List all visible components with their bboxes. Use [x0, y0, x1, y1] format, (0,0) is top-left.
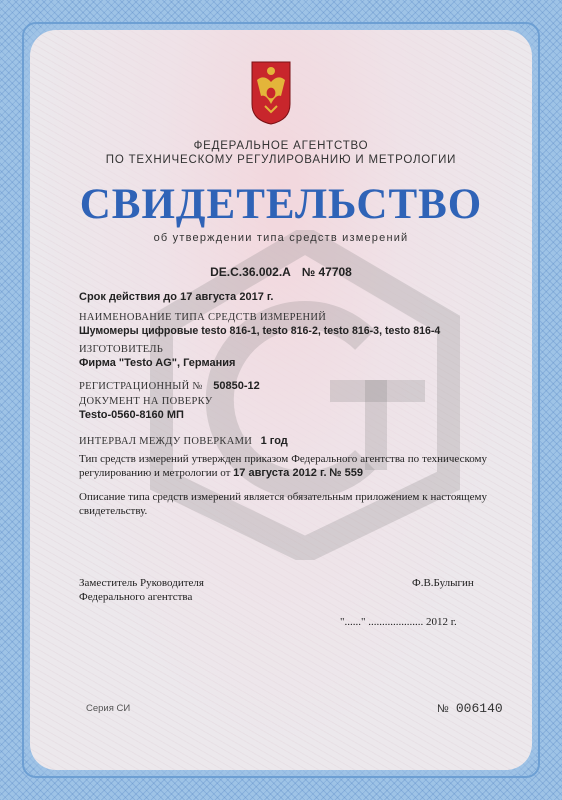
- validity-value: 17 августа 2017 г.: [180, 291, 274, 303]
- type-label: НАИМЕНОВАНИЕ ТИПА СРЕДСТВ ИЗМЕРЕНИЙ: [79, 312, 327, 323]
- certificate-number: [0, 265, 562, 279]
- registration-row: [79, 376, 260, 394]
- serial-label: №: [437, 703, 449, 715]
- signature-date: "......" .................... 2012 г.: [340, 616, 457, 628]
- type-value: Шумомеры цифровые testo 816-1, testo 816-2, testo 816-3, testo 816-4: [79, 325, 441, 337]
- validity-row: [79, 291, 273, 303]
- verification-doc-value: Testo-0560-8160 МП: [79, 409, 184, 421]
- manufacturer-value: Фирма "Testo AG", Германия: [79, 357, 236, 369]
- signatory-position-line1: Заместитель Руководителя: [79, 577, 204, 589]
- document-subtitle: об утверждении типа средств измерений: [153, 232, 409, 244]
- registration-label: РЕГИСТРАЦИОННЫЙ №: [79, 381, 203, 392]
- serial-number: [437, 701, 503, 716]
- manufacturer-label: ИЗГОТОВИТЕЛЬ: [79, 344, 164, 355]
- approval-text: Тип средств измерений утвержден приказом Федерального агентства по техническому регулированию и метрологии от: [79, 453, 487, 479]
- certificate-number-value: 47708: [318, 265, 352, 279]
- interval-value: 1 год: [260, 435, 288, 447]
- approval-paragraph: [79, 452, 487, 480]
- certificate-number-label: №: [301, 265, 316, 279]
- description-paragraph: Описание типа средств измерений является обязательным приложением к настоящему свидетельству.: [79, 491, 487, 517]
- signatory-position-line2: Федерального агентства: [79, 591, 193, 603]
- approval-date: 17 августа 2012 г.: [233, 467, 327, 479]
- registration-value: 50850-12: [213, 380, 260, 392]
- approval-order: № 559: [329, 467, 363, 479]
- interval-label: ИНТЕРВАЛ МЕЖДУ ПОВЕРКАМИ: [79, 436, 253, 447]
- agency-name-line2: ПО ТЕХНИЧЕСКОМУ РЕГУЛИРОВАНИЮ И МЕТРОЛОГИИ: [105, 154, 457, 166]
- signatory-name: Ф.В.Булыгин: [412, 577, 474, 589]
- russian-coat-of-arms-icon: [250, 60, 292, 126]
- agency-name-line1: ФЕДЕРАЛЬНОЕ АГЕНТСТВО: [193, 140, 369, 152]
- series-label: Серия СИ: [86, 703, 131, 714]
- interval-row: [79, 431, 288, 449]
- document-title: СВИДЕТЕЛЬСТВО: [79, 181, 483, 228]
- certificate-code: DE.C.36.002.A: [210, 265, 291, 279]
- validity-label: Срок действия до: [79, 291, 178, 303]
- verification-doc-label: ДОКУМЕНТ НА ПОВЕРКУ: [79, 396, 213, 407]
- serial-value: 006140: [455, 701, 503, 716]
